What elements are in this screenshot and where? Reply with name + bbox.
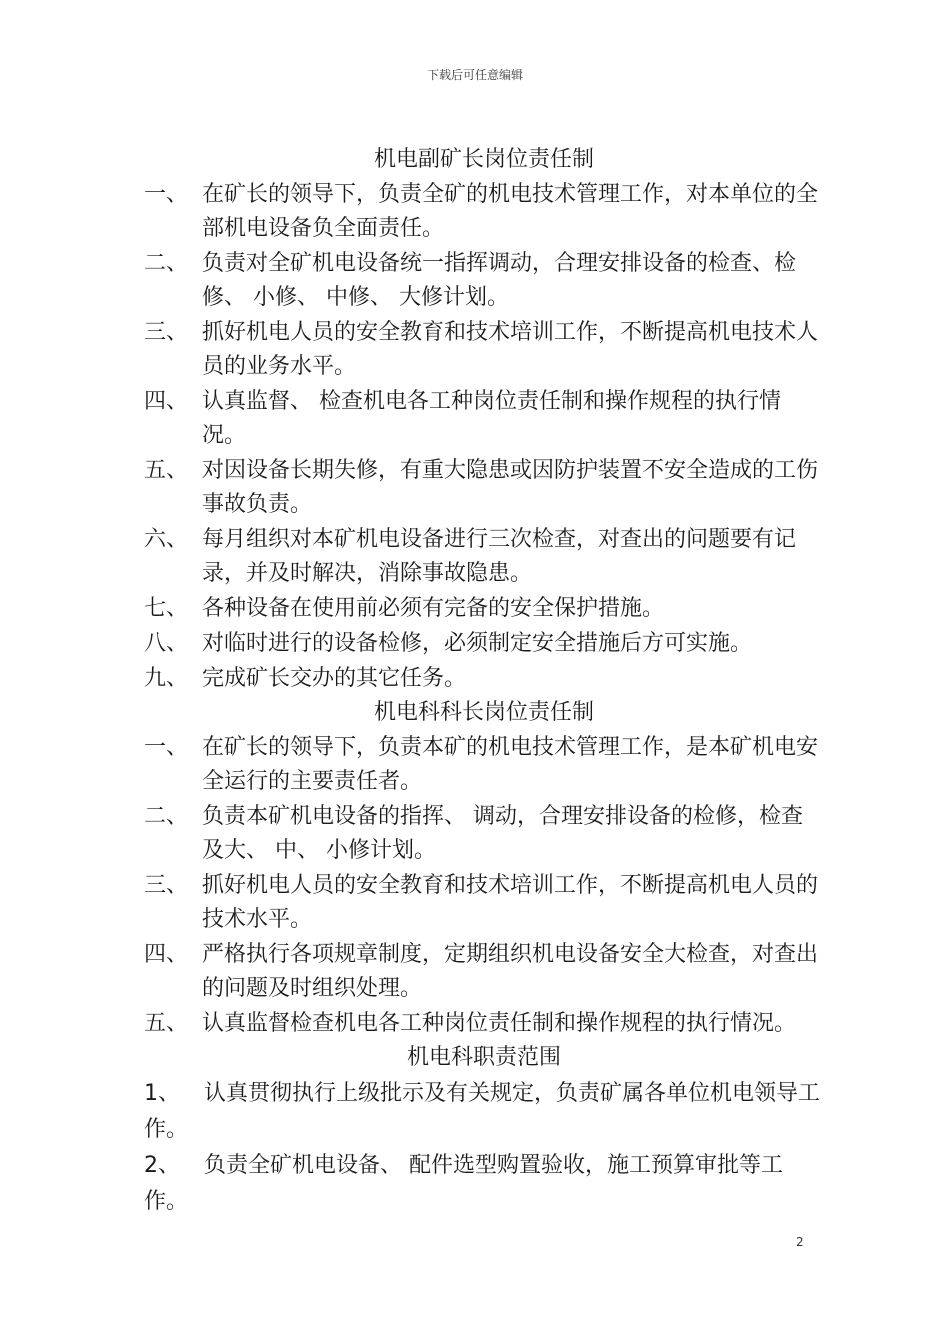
list-item	[144, 869, 824, 937]
header-note: 下载后可任意编辑	[426, 68, 523, 82]
list-item	[144, 1076, 824, 1148]
item-text: 在矿长的领导下，负责本矿的机电技术管理工作，是本矿机电安全运行的主要责任者。	[202, 735, 819, 794]
item-text: 对因设备长期失修，有重大隐患或因防护装置不安全造成的工伤事故负责。	[202, 458, 819, 517]
item-text: 各种设备在使用前必须有完备的安全保护措施。	[202, 596, 665, 621]
item-number: 四、	[144, 942, 189, 967]
list-item	[144, 523, 824, 591]
list-item	[144, 247, 824, 315]
list-item	[144, 1007, 824, 1041]
list-item	[144, 938, 824, 1006]
list-item	[144, 1148, 824, 1220]
section-title: 机电科职责范围	[406, 1045, 561, 1070]
item-text: 每月组织对本矿机电设备进行三次检查，对查出的问题要有记录，并及时解决，消除事故隐患。	[202, 527, 797, 586]
item-text: 认真监督、 检查机电各工种岗位责任制和操作规程的执行情况。	[202, 389, 781, 448]
list-item	[144, 178, 824, 246]
item-number: 九、	[144, 666, 189, 691]
list-item	[144, 627, 824, 661]
item-text: 认真贯彻执行上级批示及有关规定，负责矿属各单位机电领导工作。	[144, 1081, 821, 1142]
item-number: 一、	[144, 182, 189, 207]
item-text: 对临时进行的设备检修，必须制定安全措施后方可实施。	[202, 631, 753, 656]
item-text: 抓好机电人员的安全教育和技术培训工作，不断提高机电人员的技术水平。	[202, 873, 819, 932]
list-item	[144, 800, 824, 868]
section-title: 机电副矿长岗位责任制	[373, 147, 594, 172]
item-number: 二、	[144, 804, 189, 829]
item-number: 八、	[144, 631, 189, 656]
document-body	[144, 144, 824, 1220]
item-number: 三、	[144, 873, 189, 898]
item-number: 一、	[144, 735, 189, 760]
list-item	[144, 731, 824, 799]
item-number: 五、	[144, 458, 189, 483]
item-text: 负责本矿机电设备的指挥、 调动，合理安排设备的检修，检查及大、 中、 小修计划。	[202, 804, 803, 863]
item-text: 认真监督检查机电各工种岗位责任制和操作规程的执行情况。	[202, 1011, 797, 1036]
item-text: 抓好机电人员的安全教育和技术培训工作，不断提高机电技术人员的业务水平。	[202, 320, 819, 379]
item-number: 五、	[144, 1011, 189, 1036]
list-item	[144, 454, 824, 522]
item-text: 完成矿长交办的其它任务。	[202, 666, 467, 691]
item-text: 负责全矿机电设备、 配件选型购置验收，施工预算审批等工作。	[144, 1153, 783, 1214]
item-text: 严格执行各项规章制度，定期组织机电设备安全大检查，对查出的问题及时组织处理。	[202, 942, 819, 1001]
item-text: 在矿长的领导下，负责全矿的机电技术管理工作，对本单位的全部机电设备负全面责任。	[202, 182, 819, 241]
item-number: 七、	[144, 596, 189, 621]
item-text: 负责对全矿机电设备统一指挥调动，合理安排设备的检查、检修、 小修、 中修、 大修计划。	[202, 251, 797, 310]
list-item	[144, 385, 824, 453]
section-title: 机电科科长岗位责任制	[373, 700, 594, 725]
item-number: 三、	[144, 320, 189, 345]
list-item	[144, 316, 824, 384]
item-number: 二、	[144, 251, 189, 276]
item-number: 六、	[144, 527, 189, 552]
item-number: 四、	[144, 389, 189, 414]
list-item	[144, 592, 824, 626]
item-number: 1、	[144, 1081, 180, 1106]
item-number: 2、	[144, 1153, 180, 1178]
page-number: 2	[796, 1235, 804, 1249]
list-item	[144, 662, 824, 696]
